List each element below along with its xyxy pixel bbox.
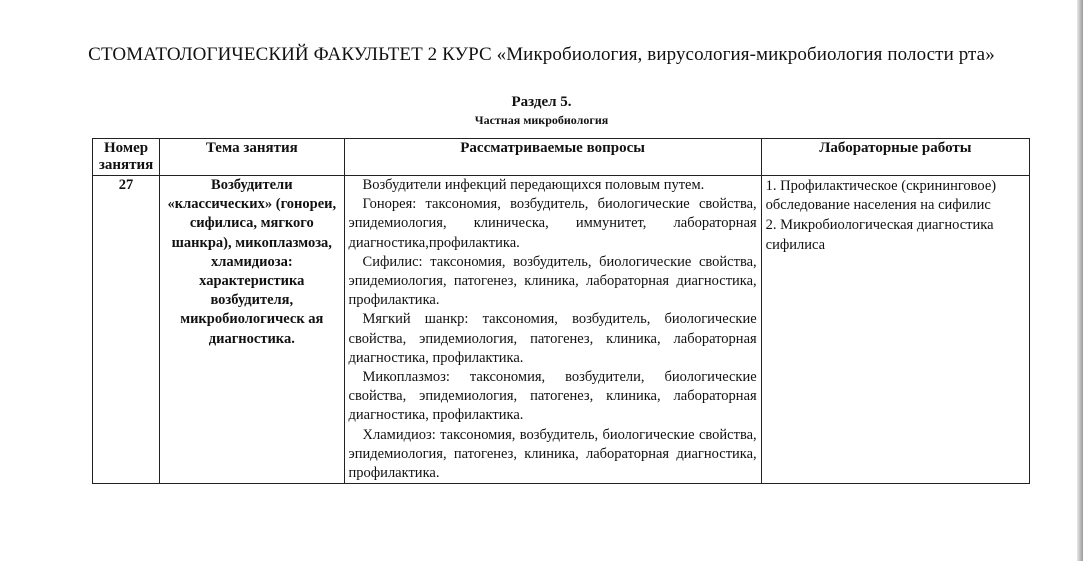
lesson-lab-works — [761, 176, 1029, 484]
table-row — [93, 176, 1030, 484]
lesson-topic: Возбудители «классических» (гонореи, сифилиса, мягкого шанкра), микоплазмоза, хламидиоза: характеристика возбудителя, микробиологическ ая диагностика. — [160, 176, 344, 484]
section-title: Раздел 5. — [511, 94, 572, 110]
header-lab: Лабораторные работы — [761, 139, 1029, 176]
section-subtitle: Частная микробиология — [474, 113, 609, 127]
table-header-row — [93, 139, 1030, 176]
question-item: Мягкий шанкр: таксономия, возбудитель, биологические свойства, эпидемиология, патогенез, клиника, лабораторная диагностика, профилактика. — [348, 311, 757, 366]
question-item: Гонорея: таксономия, возбудитель, биологические свойства, эпидемиология, клиническа, иммунитет, лабораторная диагностика,профилактика. — [348, 196, 757, 251]
header-topic: Тема занятия — [160, 139, 344, 176]
scan-edge-shadow — [1077, 0, 1083, 561]
question-item: Сифилис: таксономия, возбудитель, биологические свойства, эпидемиология, патогенез, клиника, лабораторная диагностика, профилактика. — [348, 253, 757, 309]
page-header-title: СТОМАТОЛОГИЧЕСКИЙ ФАКУЛЬТЕТ 2 КУРС «Микробиология, вирусология-микробиология полости рта» — [88, 44, 995, 65]
question-item: Возбудители инфекций передающихся половым путем. — [362, 177, 705, 193]
header-questions: Рассматриваемые вопросы — [344, 139, 761, 176]
lab-item: 2. Микробиологическая диагностика сифилиса — [765, 217, 994, 253]
lab-item: 1. Профилактическое (скрининговое) обследование населения на сифилис — [765, 178, 997, 214]
question-item: Микоплазмоз: таксономия, возбудители, биологические свойства, эпидемиология, патогенез, клиника, лабораторная диагностика, профилактика. — [348, 369, 757, 424]
lesson-questions — [344, 176, 761, 484]
lesson-plan-table — [92, 138, 1030, 484]
header-number: Номер занятия — [93, 139, 160, 176]
question-item: Хламидиоз: таксономия, возбудитель, биологические свойства, эпидемиология, патогенез, клиника, лабораторная диагностика, профилактика. — [348, 426, 757, 482]
lesson-number: 27 — [93, 176, 160, 484]
